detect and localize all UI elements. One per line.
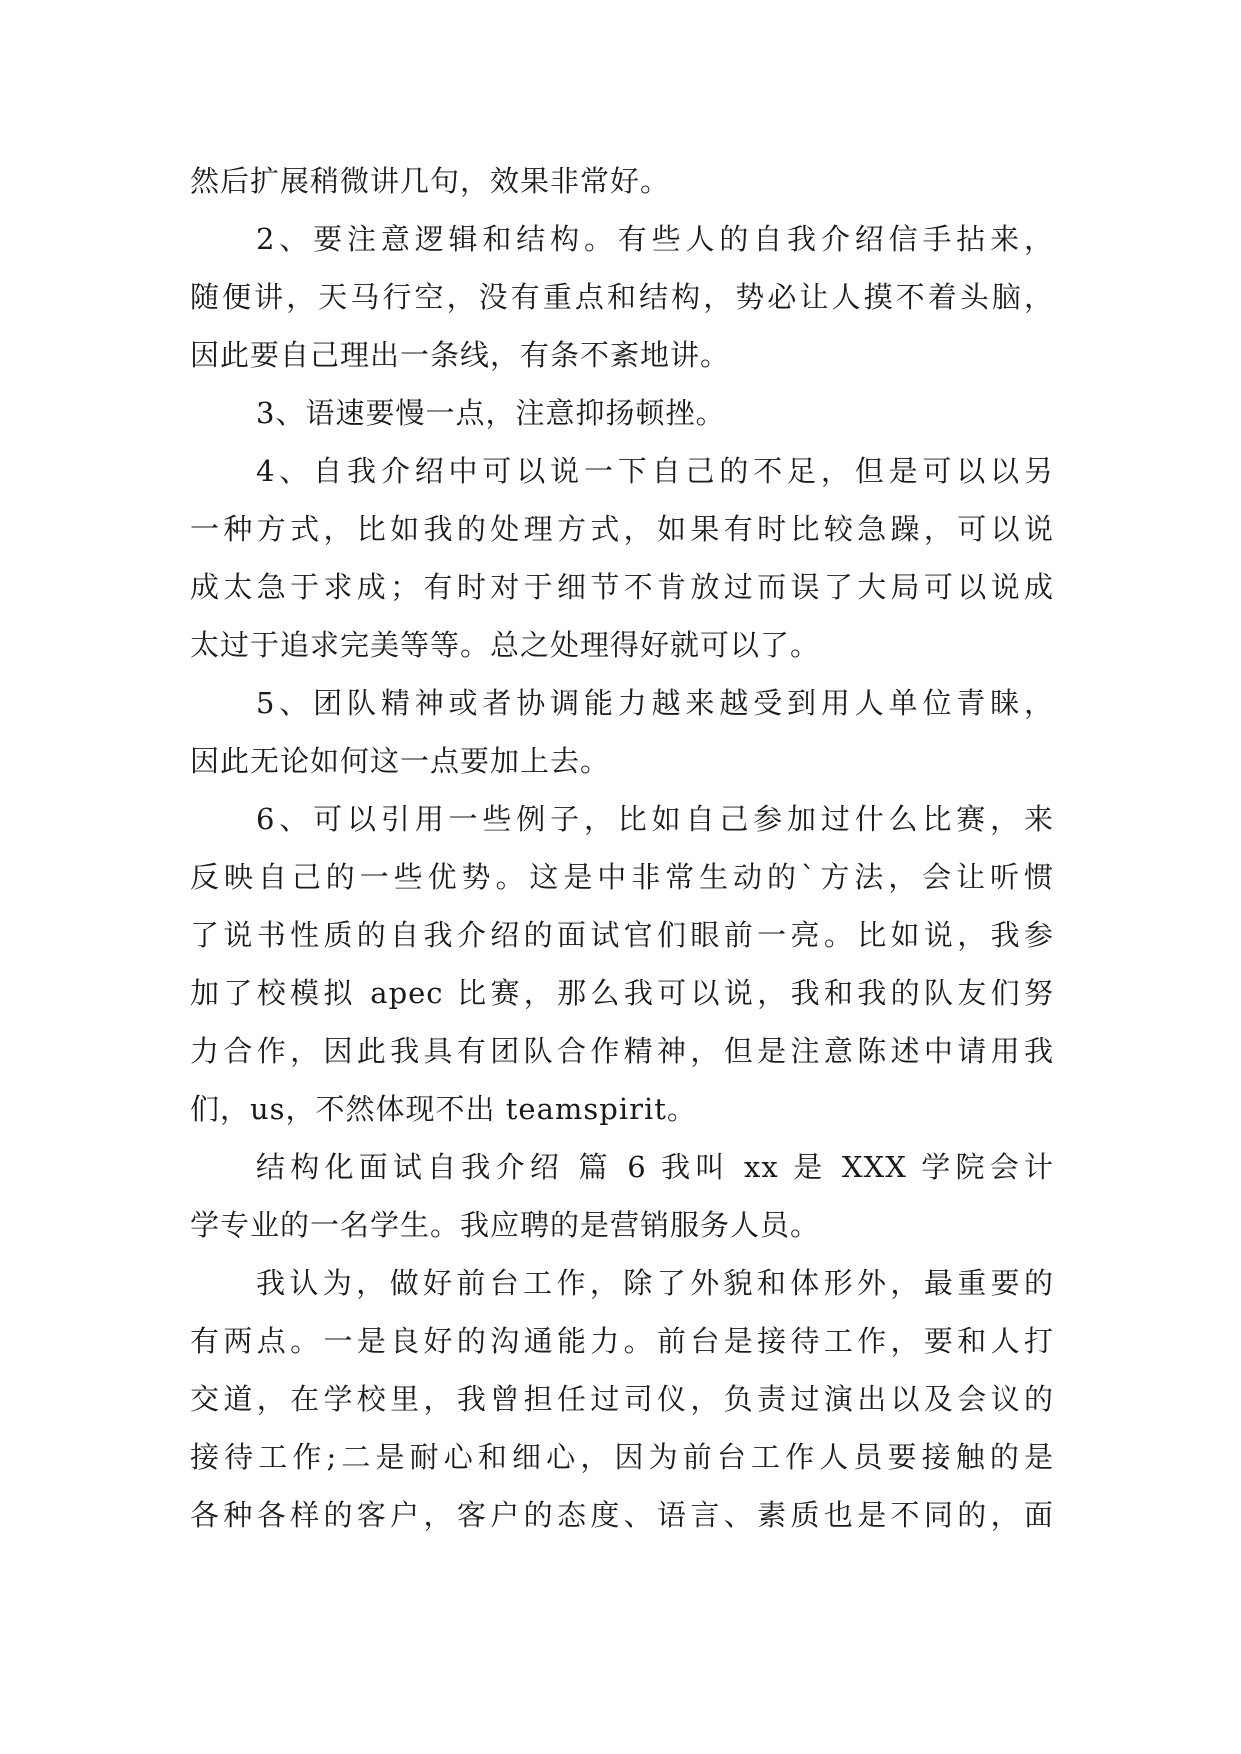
text-line: 5、团队精神或者协调能力越来越受到用人单位青睐，: [256, 686, 1054, 720]
text-line: 2、要注意逻辑和结构。有些人的自我介绍信手拈来，: [256, 222, 1054, 256]
body-text: [190, 152, 1054, 1544]
text-line: 接待工作;二是耐心和细心，因为前台工作人员要接触的是: [190, 1440, 1054, 1474]
text-line: 因此无论如何这一点要加上去。: [190, 744, 611, 778]
text-line: 反映自己的一些优势。这是中非常生动的`方法，会让听惯: [190, 860, 1054, 894]
text-line: 6、可以引用一些例子，比如自己参加过什么比赛，来: [256, 802, 1054, 836]
text-line: 结构化面试自我介绍 篇 6 我叫 xx 是 XXX 学院会计: [256, 1150, 1054, 1184]
text-line: 学专业的一名学生。我应聘的是营销服务人员。: [190, 1208, 821, 1242]
text-line: 各种各样的客户，客户的态度、语言、素质也是不同的，面: [190, 1498, 1054, 1532]
text-line: 随便讲，天马行空，没有重点和结构，势必让人摸不着头脑，: [190, 280, 1054, 314]
text-line: 有两点。一是良好的沟通能力。前台是接待工作，要和人打: [190, 1324, 1054, 1358]
text-line: 4、自我介绍中可以说一下自己的不足，但是可以以另: [256, 454, 1054, 488]
text-line: 成太急于求成；有时对于细节不肯放过而误了大局可以说成: [190, 570, 1054, 604]
text-line: 然后扩展稍微讲几句，效果非常好。: [190, 164, 671, 198]
text-line: 力合作，因此我具有团队合作精神，但是注意陈述中请用我: [190, 1034, 1054, 1068]
text-line: 们，us，不然体现不出 teamspirit。: [190, 1092, 697, 1126]
text-line: 3、语速要慢一点，注意抑扬顿挫。: [256, 396, 726, 430]
text-line: 了说书性质的自我介绍的面试官们眼前一亮。比如说，我参: [190, 918, 1054, 952]
text-line: 太过于追求完美等等。总之处理得好就可以了。: [190, 628, 821, 662]
text-line: 加了校模拟 apec 比赛，那么我可以说，我和我的队友们努: [190, 976, 1054, 1010]
text-line: 一种方式，比如我的处理方式，如果有时比较急躁，可以说: [190, 512, 1054, 546]
text-line: 交道，在学校里，我曾担任过司仪，负责过演出以及会议的: [190, 1382, 1054, 1416]
text-line: 我认为，做好前台工作，除了外貌和体形外，最重要的: [256, 1266, 1054, 1300]
text-line: 因此要自己理出一条线，有条不紊地讲。: [190, 338, 731, 372]
